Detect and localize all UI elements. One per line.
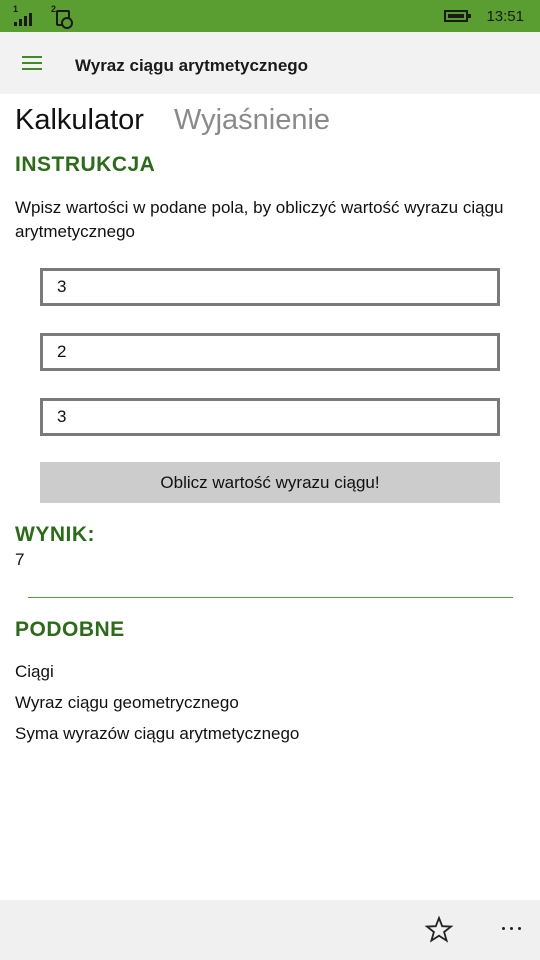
star-icon[interactable] (424, 912, 454, 946)
result-value: 7 (15, 550, 25, 569)
app-header (0, 32, 540, 94)
battery-icon (444, 10, 468, 22)
more-icon[interactable] (496, 918, 526, 938)
tab-wyjasnienie[interactable]: Wyjaśnienie (173, 104, 331, 136)
result-heading: WYNIK: (15, 523, 95, 546)
related-list (15, 656, 299, 749)
app-title: Wyraz ciągu arytmetycznego (75, 56, 309, 75)
no-sim-icon (56, 10, 70, 26)
divider (28, 597, 513, 598)
sim1-label: 1 (13, 4, 19, 14)
instruction-text: Wpisz wartości w podane pola, by obliczyć wartość wyrazu ciągu arytmetycznego (15, 198, 504, 241)
related-item-geometric[interactable]: Wyraz ciągu geometrycznego (15, 693, 239, 712)
clock: 13:51 (486, 7, 524, 25)
signal-sim2-icon (51, 4, 70, 26)
status-bar (0, 0, 540, 32)
signal-strength-sim1-icon (13, 4, 32, 26)
hamburger-icon[interactable] (22, 56, 42, 70)
app-bar (0, 900, 540, 960)
instruction-heading: INSTRUKCJA (15, 153, 156, 176)
sim2-label: 2 (51, 4, 57, 14)
calculate-button[interactable]: Oblicz wartość wyrazu ciągu! (40, 462, 500, 503)
first-term-input[interactable] (40, 268, 500, 306)
difference-input[interactable] (40, 333, 500, 371)
signal-area (14, 6, 70, 26)
tab-kalkulator[interactable]: Kalkulator (15, 104, 144, 136)
pivot-tabs (15, 102, 330, 138)
related-heading: PODOBNE (15, 618, 125, 641)
related-item-ciagi[interactable]: Ciągi (15, 662, 54, 681)
related-item-sum[interactable]: Syma wyrazów ciągu arytmetycznego (15, 724, 300, 743)
term-index-input[interactable] (40, 398, 500, 436)
